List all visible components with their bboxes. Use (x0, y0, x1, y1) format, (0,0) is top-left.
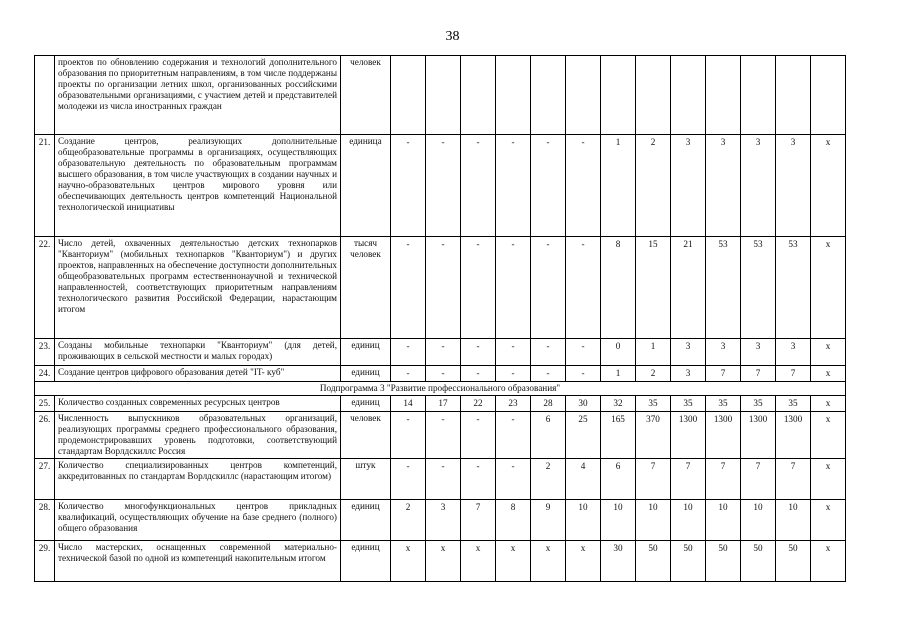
indicator-value: 7 (776, 366, 811, 382)
indicator-unit: единиц (341, 396, 391, 412)
indicator-value: 10 (601, 500, 636, 541)
indicator-value: 10 (776, 500, 811, 541)
indicators-table (34, 55, 846, 582)
indicator-value: х (496, 541, 531, 582)
indicator-value: х (811, 500, 846, 541)
indicator-value (461, 56, 496, 135)
indicator-value: - (461, 135, 496, 237)
indicator-value: х (811, 237, 846, 339)
indicator-value: 7 (636, 459, 671, 500)
indicator-value: 50 (636, 541, 671, 582)
indicator-value: - (531, 135, 566, 237)
indicator-value: 4 (566, 459, 601, 500)
indicator-value: - (531, 366, 566, 382)
indicator-value: 53 (741, 237, 776, 339)
indicator-description: Созданы мобильные технопарки "Кванториум" (для детей, проживающих в сельской местности и малых городах) (55, 339, 341, 366)
indicator-value: 21 (671, 237, 706, 339)
indicator-value: 370 (636, 412, 671, 459)
row-number: 25. (35, 396, 55, 412)
indicator-value: - (461, 412, 496, 459)
indicator-value: 3 (706, 339, 741, 366)
indicator-value: 22 (461, 396, 496, 412)
indicator-value: - (426, 237, 461, 339)
indicator-description: Число детей, охваченных деятельностью детских технопарков "Кванториум" (мобильных технопарков "Кванториум") и других проектов, направленных на обеспечение доступности дополнительных общеобразовательных программ естественнонаучной и технической направленностей, соответствующих приоритетным направлениям технологического развития Российской Федерации, нарастающим итогом (55, 237, 341, 339)
indicator-value (391, 56, 426, 135)
indicator-value: - (426, 135, 461, 237)
indicator-value: 10 (706, 500, 741, 541)
indicator-value: 53 (706, 237, 741, 339)
indicator-value: 50 (671, 541, 706, 582)
indicator-description: Численность выпускников образовательных организаций, реализующих программы среднего профессионального образования, продемонстрировавших уровень подготовки, соответствующий стандартам Ворлдскиллс Россия (55, 412, 341, 459)
indicator-value: 1 (601, 135, 636, 237)
indicator-value: - (391, 237, 426, 339)
indicator-value (811, 56, 846, 135)
indicators-table-wrap (34, 55, 846, 582)
table-row (35, 135, 846, 237)
row-number: 21. (35, 135, 55, 237)
indicator-value: х (566, 541, 601, 582)
indicator-value: 50 (706, 541, 741, 582)
table-row (35, 396, 846, 412)
indicator-unit: единиц (341, 541, 391, 582)
indicator-value: - (426, 339, 461, 366)
indicator-unit: единиц (341, 366, 391, 382)
indicator-description: Количество многофункциональных центров прикладных квалификаций, осуществляющих обучение на базе среднего (полного) общего образования (55, 500, 341, 541)
indicator-description: Создание центров, реализующих дополнительные общеобразовательные программы в организациях, осуществляющих образовательную деятельность по образовательным программам высшего образования, в том числе участвующих в создании научных и научно-образовательных центров мирового уровня или обеспечивающих деятельность центров компетенций Национальной технологической инициативы (55, 135, 341, 237)
indicator-value: - (426, 366, 461, 382)
table-row (35, 366, 846, 382)
indicator-value: 7 (741, 366, 776, 382)
table-row (35, 500, 846, 541)
indicator-value: х (811, 396, 846, 412)
row-number: 22. (35, 237, 55, 339)
indicator-value (776, 56, 811, 135)
indicator-value: х (811, 135, 846, 237)
indicator-value: х (811, 366, 846, 382)
indicator-value: 1300 (741, 412, 776, 459)
indicator-unit: единиц (341, 500, 391, 541)
indicator-value: 35 (636, 396, 671, 412)
indicator-value: - (566, 366, 601, 382)
indicator-value: 165 (601, 412, 636, 459)
indicator-value: 35 (706, 396, 741, 412)
indicator-value: - (426, 412, 461, 459)
indicator-value: - (531, 237, 566, 339)
indicator-value: х (461, 541, 496, 582)
subprogram-header-row (35, 382, 846, 396)
table-row (35, 541, 846, 582)
indicator-value: 1300 (776, 412, 811, 459)
indicator-value: х (811, 339, 846, 366)
indicator-value: 7 (671, 459, 706, 500)
indicator-value: - (496, 459, 531, 500)
indicator-value: 2 (636, 366, 671, 382)
indicator-value: х (811, 541, 846, 582)
indicator-value (496, 56, 531, 135)
indicator-value: 35 (776, 396, 811, 412)
indicator-value: 7 (741, 459, 776, 500)
indicator-value: 3 (776, 339, 811, 366)
indicator-value: 10 (636, 500, 671, 541)
indicator-value: - (496, 237, 531, 339)
indicator-value: - (391, 135, 426, 237)
indicator-value: - (391, 339, 426, 366)
row-number: 27. (35, 459, 55, 500)
indicator-value: 3 (671, 135, 706, 237)
indicator-value: х (531, 541, 566, 582)
indicator-value: - (461, 237, 496, 339)
indicator-value: - (566, 339, 601, 366)
table-row (35, 412, 846, 459)
indicator-value: 8 (496, 500, 531, 541)
indicator-value: 3 (671, 339, 706, 366)
row-number (35, 56, 55, 135)
indicator-value: 23 (496, 396, 531, 412)
indicator-value: х (811, 459, 846, 500)
indicator-value (706, 56, 741, 135)
indicator-value: 15 (636, 237, 671, 339)
indicator-value: - (566, 237, 601, 339)
indicator-value: - (496, 135, 531, 237)
indicator-value: - (566, 135, 601, 237)
indicator-value: 1 (636, 339, 671, 366)
indicator-value (601, 56, 636, 135)
row-number: 28. (35, 500, 55, 541)
indicator-value (741, 56, 776, 135)
indicator-value: 7 (776, 459, 811, 500)
indicator-value: 6 (601, 459, 636, 500)
table-row (35, 56, 846, 135)
indicator-value: 2 (531, 459, 566, 500)
indicator-value: - (461, 366, 496, 382)
indicator-value: 3 (741, 339, 776, 366)
indicator-value: х (811, 412, 846, 459)
indicator-value: 50 (776, 541, 811, 582)
indicator-value: - (496, 366, 531, 382)
indicator-value: 10 (741, 500, 776, 541)
indicator-unit: человек (341, 56, 391, 135)
indicator-value (671, 56, 706, 135)
indicator-value: - (391, 459, 426, 500)
indicator-value: 7 (461, 500, 496, 541)
indicator-value (636, 56, 671, 135)
indicator-value: 8 (601, 237, 636, 339)
indicator-description: проектов по обновлению содержания и технологий дополнительного образования по приоритетным направлениям, в том числе поддержаны проекты по организации летних школ, организованных российскими образовательными организациями, с участием детей и представителей молодежи из числа иностранных граждан (55, 56, 341, 135)
indicator-unit: человек (341, 412, 391, 459)
indicator-value (566, 56, 601, 135)
row-number: 29. (35, 541, 55, 582)
row-number: 24. (35, 366, 55, 382)
indicator-value: - (461, 459, 496, 500)
table-row (35, 339, 846, 366)
indicator-value: 3 (426, 500, 461, 541)
page-number: 38 (445, 29, 460, 44)
row-number: 26. (35, 412, 55, 459)
indicator-value (426, 56, 461, 135)
indicator-value: 6 (531, 412, 566, 459)
indicator-value: 7 (706, 366, 741, 382)
indicator-description: Количество специализированных центров компетенций, аккредитованных по стандартам Ворлдскиллс (нарастающим итогом) (55, 459, 341, 500)
indicator-unit: единица (341, 135, 391, 237)
indicator-value: 0 (601, 339, 636, 366)
indicator-value: - (391, 412, 426, 459)
indicator-value: 3 (776, 135, 811, 237)
indicator-description: Число мастерских, оснащенных современной материально-технической базой по одной из компетенций накопительным итогом (55, 541, 341, 582)
indicator-description: Создание центров цифрового образования детей "IT- куб" (55, 366, 341, 382)
indicator-value: 32 (601, 396, 636, 412)
indicator-value: 3 (671, 366, 706, 382)
indicator-value: 17 (426, 396, 461, 412)
indicator-value: 28 (531, 396, 566, 412)
indicator-value: - (461, 339, 496, 366)
table-row (35, 237, 846, 339)
indicator-value: х (391, 541, 426, 582)
indicator-value: 50 (741, 541, 776, 582)
indicator-value: 53 (776, 237, 811, 339)
indicator-description: Количество созданных современных ресурсных центров (55, 396, 341, 412)
indicator-value: 35 (741, 396, 776, 412)
indicator-value: 25 (566, 412, 601, 459)
indicator-value: 1 (601, 366, 636, 382)
indicator-value: 10 (671, 500, 706, 541)
indicator-value: х (426, 541, 461, 582)
indicator-value: - (496, 339, 531, 366)
indicator-value: 3 (741, 135, 776, 237)
subprogram-title: Подпрограмма 3 "Развитие профессионального образования" (35, 382, 846, 396)
indicator-value: 2 (636, 135, 671, 237)
row-number: 23. (35, 339, 55, 366)
indicator-value: 30 (566, 396, 601, 412)
indicator-value: 2 (391, 500, 426, 541)
indicator-value: - (426, 459, 461, 500)
indicator-value: 14 (391, 396, 426, 412)
table-row (35, 459, 846, 500)
indicator-value: - (496, 412, 531, 459)
indicator-value: 30 (601, 541, 636, 582)
indicator-value: - (391, 366, 426, 382)
indicator-unit: тысяч человек (341, 237, 391, 339)
indicator-value: 3 (706, 135, 741, 237)
indicator-unit: штук (341, 459, 391, 500)
indicator-value: 1300 (706, 412, 741, 459)
indicator-value: 1300 (671, 412, 706, 459)
indicator-value: 10 (566, 500, 601, 541)
indicator-unit: единиц (341, 339, 391, 366)
indicator-value: - (531, 339, 566, 366)
indicator-value (531, 56, 566, 135)
indicator-value: 35 (671, 396, 706, 412)
indicator-value: 9 (531, 500, 566, 541)
indicator-value: 7 (706, 459, 741, 500)
